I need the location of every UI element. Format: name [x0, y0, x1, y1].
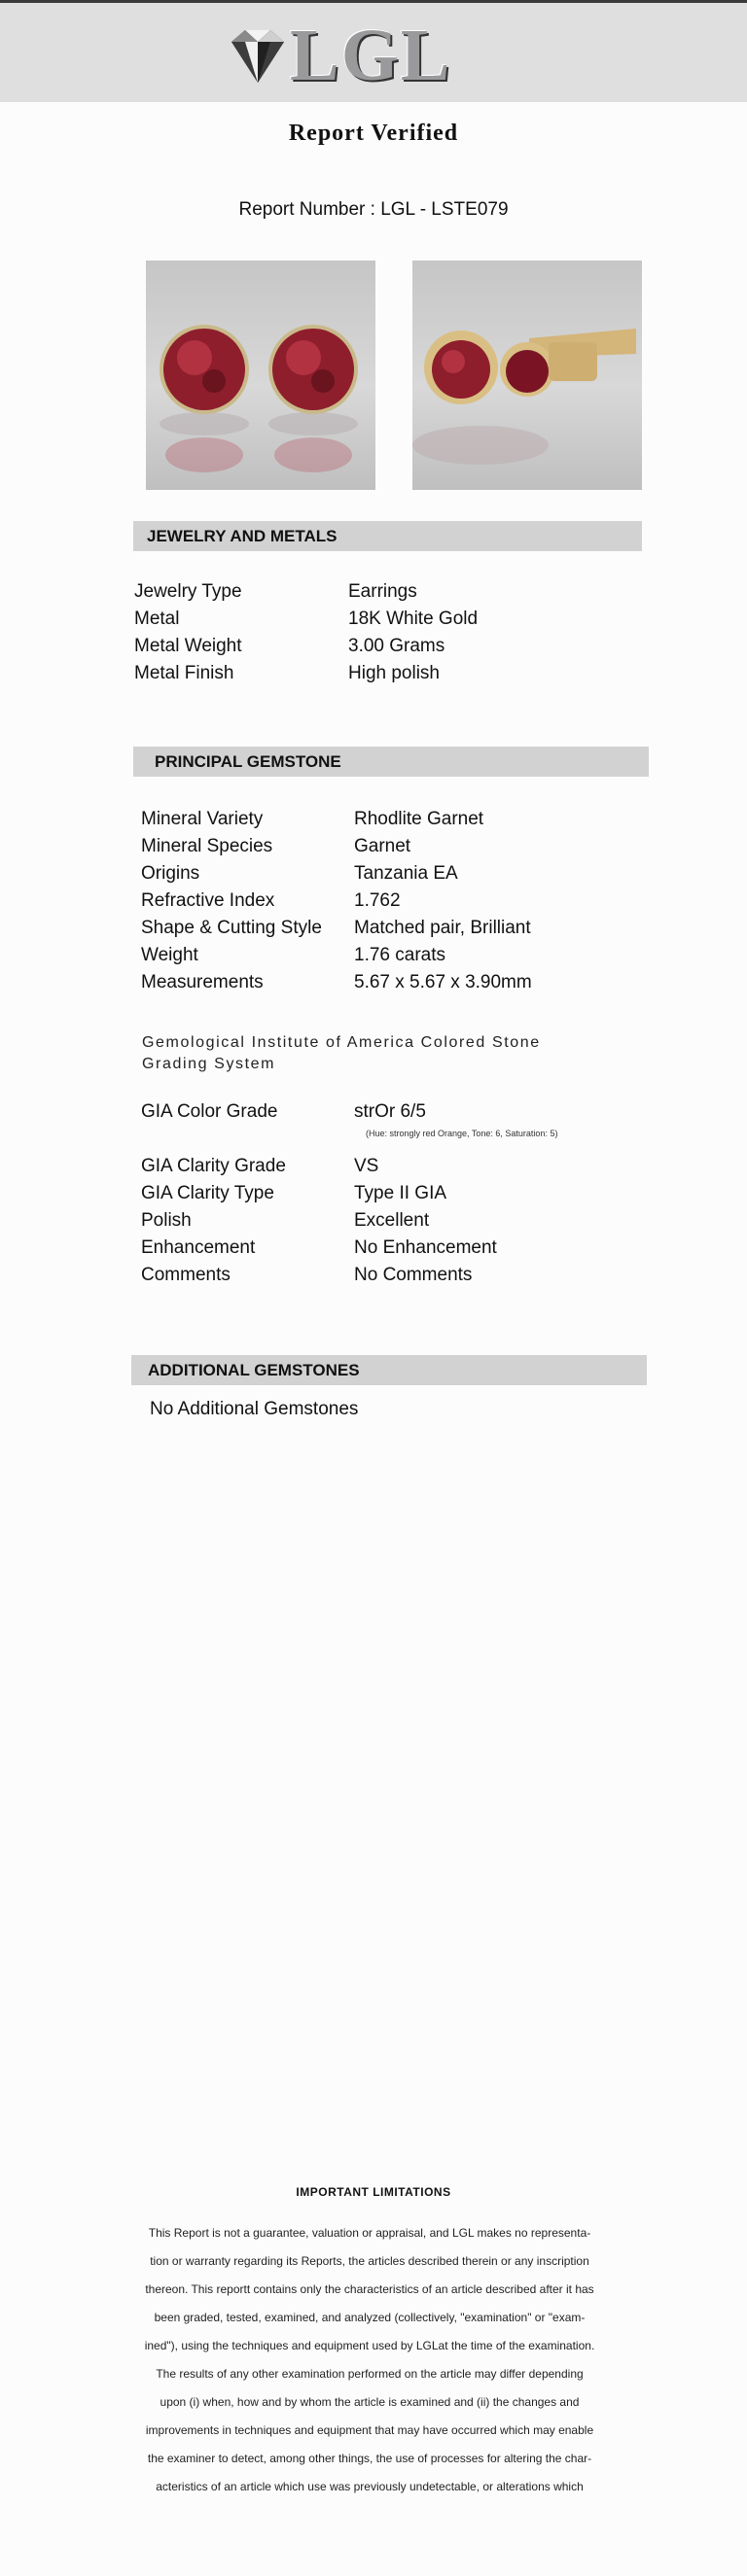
- limitations-line: This Report is not a guarantee, valuation or appraisal, and LGL makes no representa-: [148, 2226, 591, 2240]
- grade-row-value: No Comments: [354, 1265, 473, 1285]
- jewelry-row-label: Metal Weight: [134, 636, 242, 656]
- grade-row-value: Excellent: [354, 1210, 430, 1231]
- limitations-heading: IMPORTANT LIMITATIONS: [296, 2185, 451, 2199]
- diamond-icon: [226, 24, 290, 88]
- lgl-logo: [226, 17, 479, 94]
- earrings-side-photo: [412, 261, 642, 490]
- gia-color-grade-note: (Hue: strongly red Orange, Tone: 6, Saturation: 5): [366, 1129, 558, 1138]
- gem-row-label: Mineral Species: [141, 836, 273, 856]
- jewelry-heading: JEWELRY AND METALS: [147, 527, 338, 545]
- grade-row-label: GIA Clarity Grade: [141, 1156, 286, 1176]
- gem-row-value: Tanzania EA: [354, 863, 458, 884]
- report-number: Report Number : LGL - LSTE079: [238, 199, 509, 220]
- limitations-line: improvements in techniques and equipment that may have occurred which may enable: [145, 2423, 594, 2437]
- gia-color-grade-label: GIA Color Grade: [141, 1101, 278, 1122]
- gem-row-value: Matched pair, Brilliant: [354, 918, 531, 938]
- grade-row-label: Polish: [141, 1210, 192, 1231]
- gem-row-value: 5.67 x 5.67 x 3.90mm: [354, 972, 532, 992]
- additional-section-header: [131, 1355, 647, 1385]
- jewelry-row-label: Metal: [134, 609, 180, 629]
- limitations-line: thereon. This reportt contains only the characteristics of an article described after it has: [145, 2282, 594, 2296]
- grade-row-label: GIA Clarity Type: [141, 1183, 274, 1203]
- gem-row-value: 1.762: [354, 890, 401, 911]
- gem-row-label: Measurements: [141, 972, 264, 992]
- limitations-line: upon (i) when, how and by whom the article is examined and (ii) the changes and: [160, 2395, 580, 2409]
- grade-row-value: VS: [354, 1156, 379, 1176]
- limitations-line: acteristics of an article which use was previously undetectable, or alterations which: [156, 2480, 584, 2493]
- limitations-line: the examiner to detect, among other things, the use of processes for altering the char-: [147, 2452, 592, 2465]
- grade-row-label: Comments: [141, 1265, 231, 1285]
- logo-text: LGL: [290, 15, 452, 96]
- jewelry-section-header: [133, 521, 642, 551]
- grade-row-label: Enhancement: [141, 1237, 256, 1258]
- gia-color-grade-value: strOr 6/5: [354, 1101, 426, 1122]
- gem-row-label: Origins: [141, 863, 200, 884]
- limitations-line: ined"), using the techniques and equipment used by LGLat the time of the examination.: [144, 2339, 595, 2352]
- gem-row-label: Weight: [141, 945, 198, 965]
- gem-row-label: Shape & Cutting Style: [141, 918, 322, 938]
- grade-row-value: No Enhancement: [354, 1237, 497, 1258]
- gem-row-value: 1.76 carats: [354, 945, 445, 965]
- jewelry-row-value: 18K White Gold: [348, 609, 479, 629]
- gem-row-value: Rhodlite Garnet: [354, 809, 484, 829]
- principal-section-header: [133, 747, 649, 777]
- additional-gemstones-text: No Additional Gemstones: [150, 1399, 359, 1419]
- gem-row-label: Mineral Variety: [141, 809, 264, 829]
- jewelry-row-value: High polish: [348, 663, 440, 683]
- limitations-line: tion or warranty regarding its Reports, the articles described therein or any inscription: [150, 2254, 589, 2268]
- gia-system-heading: Gemological Institute of America Colored Stone Grading System: [142, 1034, 541, 1072]
- jewelry-row-value: 3.00 Grams: [348, 636, 445, 656]
- additional-heading: ADDITIONAL GEMSTONES: [148, 1361, 360, 1379]
- grade-row-value: Type II GIA: [354, 1183, 447, 1203]
- gem-row-label: Refractive Index: [141, 890, 275, 911]
- page-title: Report Verified: [288, 121, 459, 146]
- jewelry-row-label: Jewelry Type: [134, 581, 242, 602]
- limitations-line: The results of any other examination performed on the article may differ depending: [156, 2367, 584, 2381]
- jewelry-row-value: Earrings: [348, 581, 417, 602]
- limitations-line: been graded, tested, examined, and analyzed (collectively, "examination" or "exam-: [154, 2311, 586, 2324]
- earrings-front-photo: [146, 261, 375, 490]
- header-bar: [0, 3, 747, 102]
- principal-heading: PRINCIPAL GEMSTONE: [155, 752, 341, 771]
- jewelry-row-label: Metal Finish: [134, 663, 234, 683]
- gem-row-value: Garnet: [354, 836, 411, 856]
